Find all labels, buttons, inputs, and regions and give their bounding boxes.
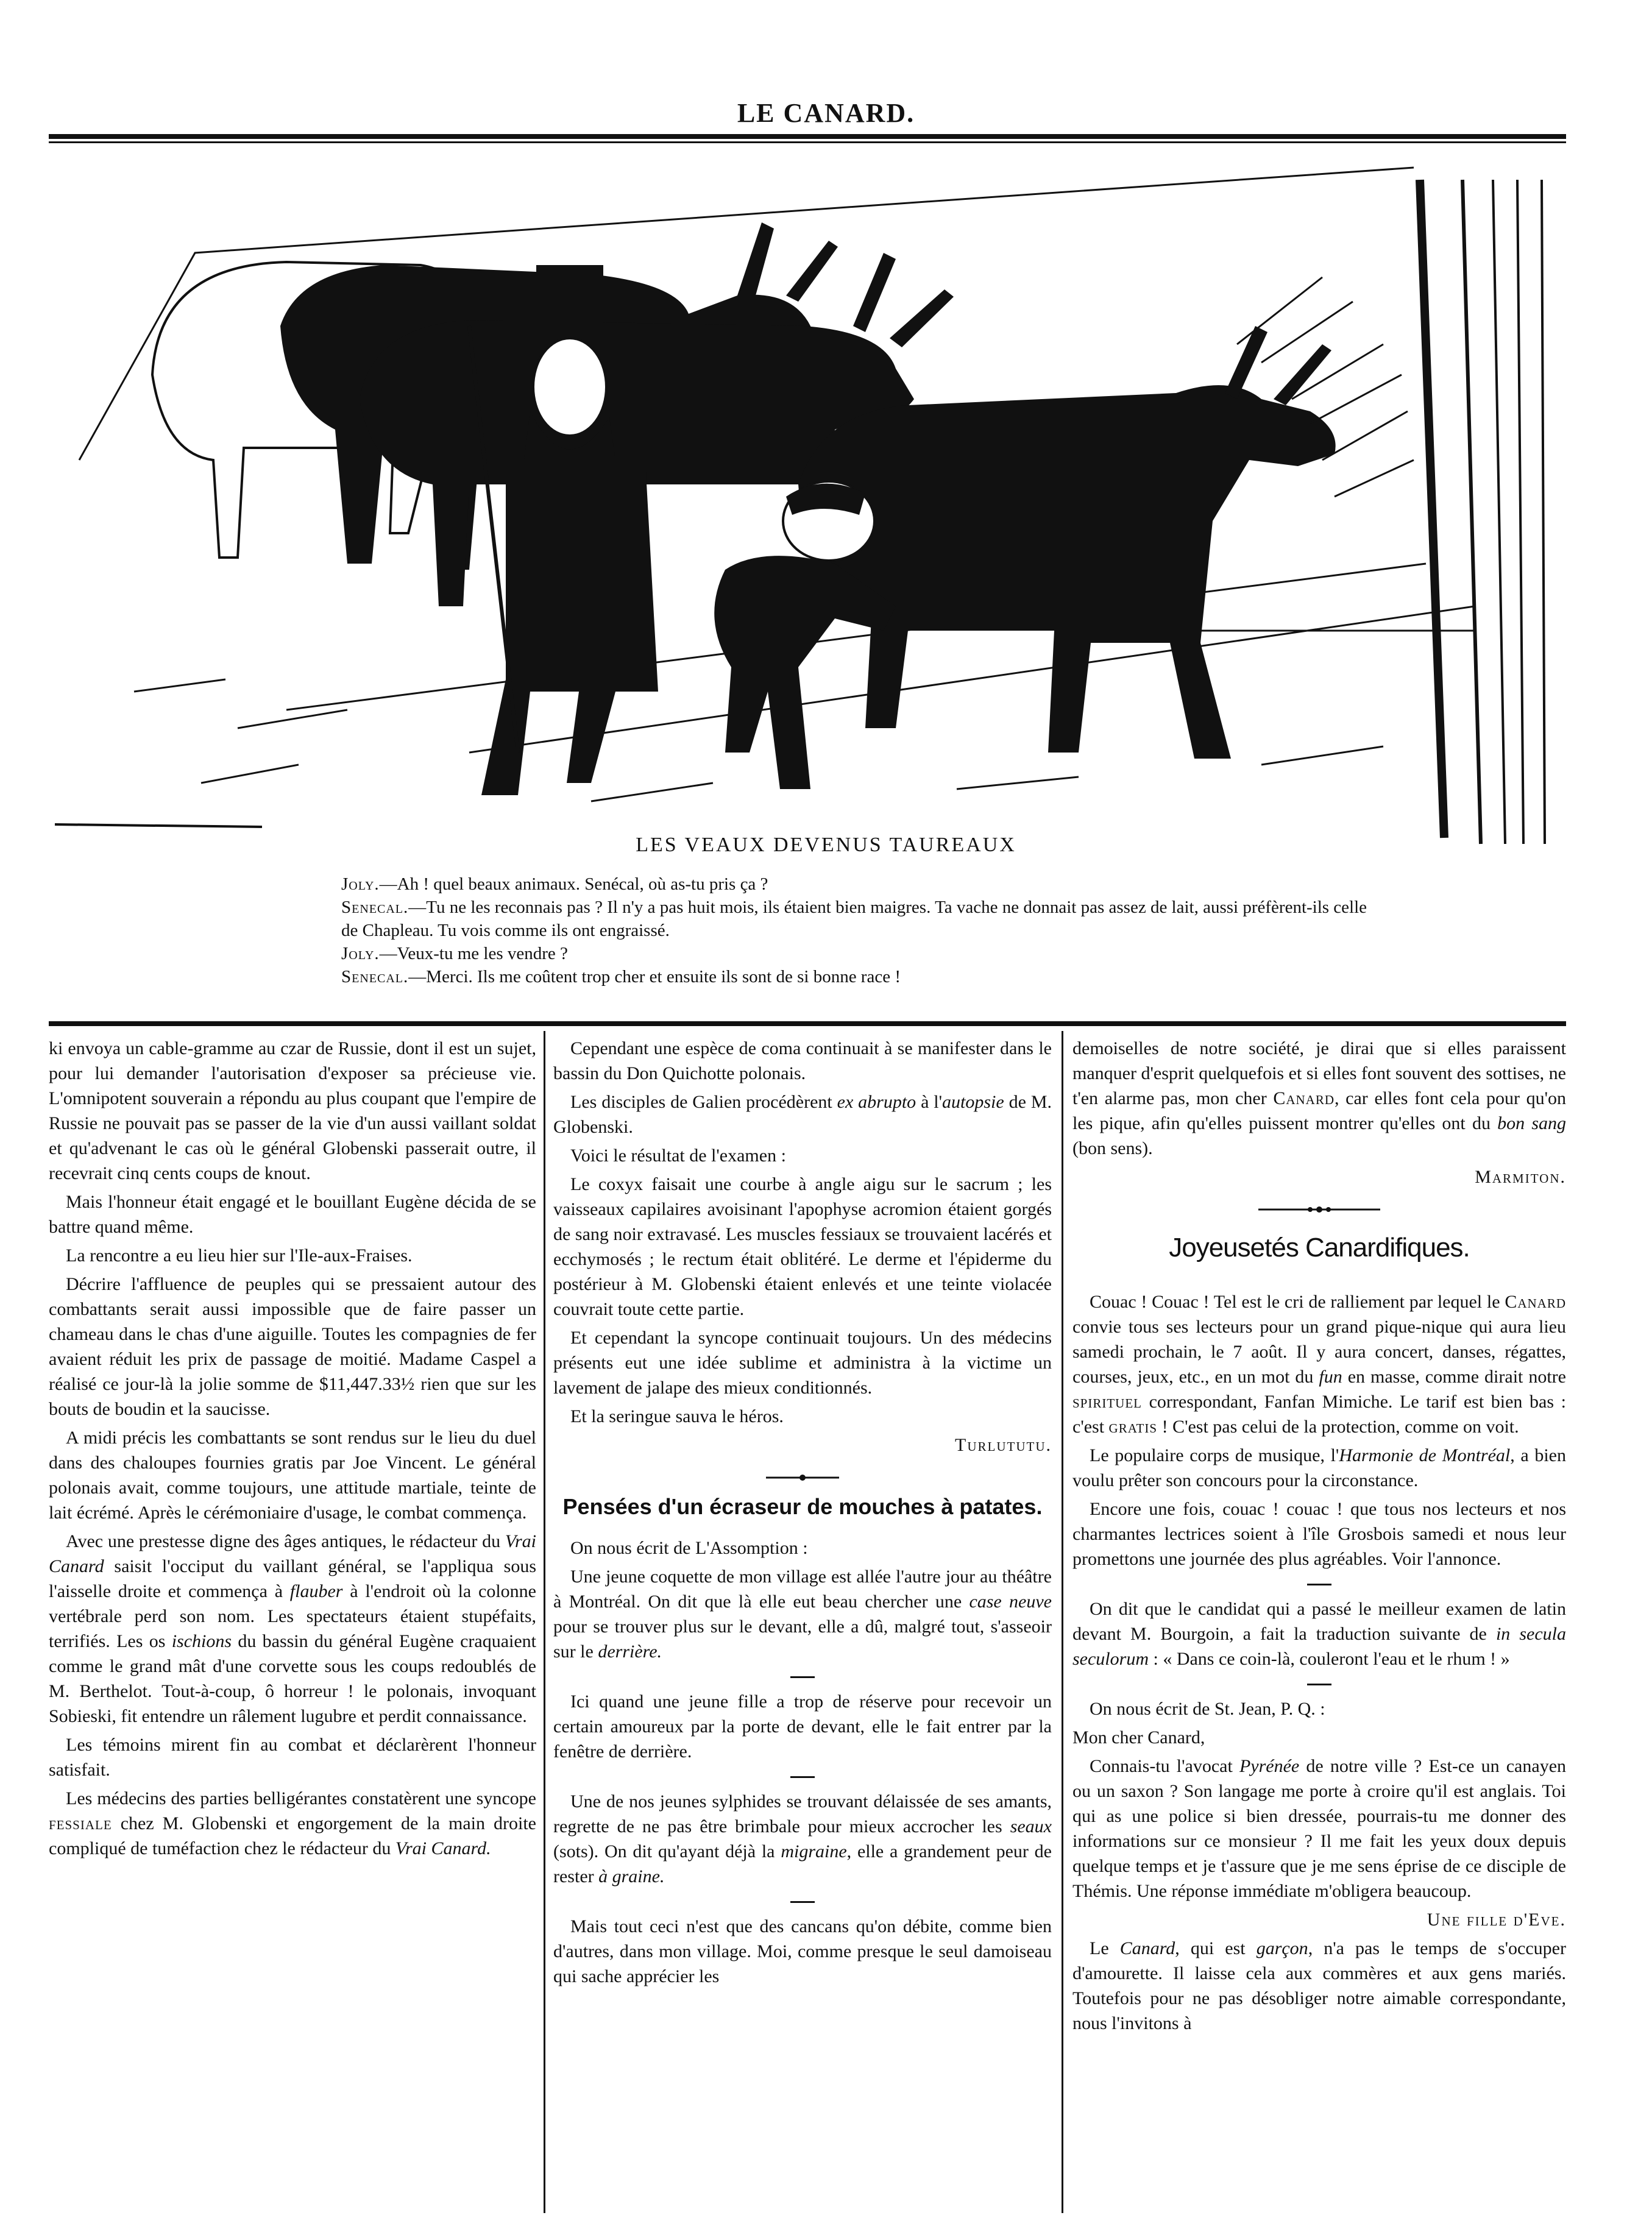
small-caps-text: fessiale (49, 1813, 112, 1833)
hay-rack (1237, 277, 1414, 497)
paragraph: Et cependant la syncope continuait toujours. Un des médecins présents eut une idée sublime et administra à la victime un lavement de jalape des mieux conditionnés. (553, 1328, 1052, 1398)
dialogue-text: —Tu ne les reconnais pas ? Il n'y a pas huit mois, ils étaient bien maigres. Ta vache ne donnait pas assez de lait, aussi préfèrent-ils celle de Chapleau. Tu vois comme ils ont engraissé. (341, 898, 1367, 940)
signature: Une fille d'Eve. (1427, 1910, 1566, 1930)
paragraph: Cependant une espèce de coma continuait à se manifester dans le bassin du Don Quichotte polonais. (553, 1038, 1052, 1083)
text: Le (1090, 1938, 1120, 1958)
cartoon-illustration (43, 143, 1578, 862)
column-2 (553, 1036, 1052, 2212)
text: pour se trouver plus sur le devant, elle a dû, malgré tout, s'asseoir sur le (553, 1617, 1052, 1662)
text: Les médecins des parties belligérantes constatèrent une syncope (66, 1788, 536, 1808)
text: Une jeune coquette de mon village est allée l'autre jour au théâtre à Montréal. On dit que là elle eut beau chercher une (553, 1567, 1052, 1612)
paragraph (49, 1529, 536, 1729)
masthead: LE CANARD. (737, 98, 915, 128)
text: Une de nos jeunes sylphides se trouvant délaissée de ses amants, regrette de ne pas être brimbale pour mieux accrocher les (553, 1791, 1052, 1837)
dialogue-text: —Merci. Ils me coûtent trop cher et ensuite ils sont de si bonne race ! (408, 967, 901, 987)
text: convie tous ses lecteurs pour un grand pique-nique qui aura lieu samedi prochain, le 7 août. Il y aura concert, danses, régattes, courses, jeux, etc., en un mot du (1072, 1317, 1566, 1387)
dash-divider (790, 1676, 815, 1678)
text: Couac ! Couac ! Tel est le cri de ralliement par lequel le (1090, 1292, 1505, 1312)
paragraph: Voici le résultat de l'examen : (570, 1146, 786, 1166)
paragraph (1072, 1936, 1566, 2036)
dialogue-line (305, 896, 1377, 942)
paragraph: Mon cher Canard, (1072, 1727, 1205, 1748)
paragraph (553, 1564, 1052, 1664)
text: (sots). On dit qu'ayant déjà la (553, 1841, 781, 1861)
speaker: Senecal. (341, 898, 409, 917)
text: , qui est (1175, 1938, 1257, 1958)
dash-divider (790, 1901, 815, 1903)
italic-text: migraine (781, 1841, 847, 1861)
section-rule (49, 1021, 1566, 1026)
italic-text: bon sang (1497, 1113, 1566, 1133)
paragraph: Les témoins mirent fin au combat et déclarèrent l'honneur satisfait. (49, 1735, 536, 1780)
italic-text: fun (1319, 1367, 1342, 1387)
paragraph: Encore une fois, couac ! couac ! que tous nos lecteurs et nos charmantes lectrices soient à l'île Grosbois samedi et nous leur promettons une journée des plus agréables. Voir l'annonce. (1072, 1499, 1566, 1569)
text: Avec une prestesse digne des âges antiques, le rédacteur du (66, 1531, 505, 1551)
ornament-divider (766, 1473, 839, 1482)
cartoon-dialogue (305, 873, 1377, 988)
signature: Marmiton. (1475, 1167, 1566, 1187)
text: Connais-tu l'avocat (1090, 1756, 1239, 1776)
text: correspondant, Fanfan Mimiche. Le tarif est bien bas : c'est (1072, 1392, 1566, 1437)
text: chez M. Globenski et engorgement de la main droite compliqué de tuméfaction chez le rédacteur du (49, 1813, 536, 1858)
text: Le populaire corps de musique, l' (1090, 1445, 1339, 1465)
paragraph: Ici quand une jeune fille a trop de réserve pour recevoir un certain amoureux par la porte de devant, elle le fait entrer par la fenêtre de derrière. (553, 1691, 1052, 1762)
text: de M. Globenski. (553, 1092, 1052, 1137)
paragraph (1072, 1754, 1566, 1904)
text: de notre ville ? Est-ce un canayen ou un saxon ? Son langage me porte à croire qu'il est anglais. Toi qui as une police si bien dressée, pourrais-tu me donner des informations sur ce monsieur ? Il me fait les yeux doux depuis quelque temps et je t'assure que je me sens éprise de ce disciple de Thémis. Une réponse immédiate m'obligera beaucoup. (1072, 1756, 1566, 1901)
dialogue-line (305, 873, 1377, 896)
paragraph: La rencontre a eu lieu hier sur l'Ile-aux-Fraises. (66, 1245, 413, 1266)
signature: Turlututu. (955, 1435, 1052, 1455)
article-heading: Joyeusetés Canardifiques. (1169, 1233, 1470, 1263)
paragraph (1072, 1596, 1566, 1671)
column-1 (49, 1036, 536, 2212)
dialogue-text: —Veux-tu me les vendre ? (379, 944, 568, 963)
column-divider (1062, 1031, 1063, 2213)
italic-text: seaux (1010, 1816, 1052, 1837)
italic-text: flauber (289, 1581, 343, 1601)
text: en masse, comme dirait notre (1342, 1367, 1566, 1387)
italic-text: Vrai Canard. (395, 1838, 491, 1858)
italic-text: à graine. (598, 1866, 665, 1886)
text: , elle a grandement peur de rester (553, 1841, 1052, 1886)
italic-text: Canard (1119, 1938, 1175, 1958)
italic-text: autopsie (942, 1092, 1004, 1112)
italic-text: in secula seculorum (1072, 1624, 1566, 1669)
article-heading: Pensées d'un écraseur de mouches à patates. (562, 1494, 1043, 1519)
italic-text: case neuve (969, 1592, 1052, 1612)
ornament-divider (1258, 1205, 1380, 1214)
text: , n'a pas le temps de s'occuper d'amourette. Il laisse cela aux commères et aux gens mariés. Toutefois pour ne pas désobliger notre aimable correspondante, nous l'invitons à (1072, 1938, 1566, 2033)
text: , car elles font cela pour qu'on les pique, afin qu'elles puissent montrer qu'elles ont du (1072, 1088, 1566, 1133)
small-caps-text: spirituel (1072, 1392, 1142, 1412)
text: ! C'est pas celui de la protection, comme on voit. (1157, 1417, 1519, 1437)
masthead-rule (49, 134, 1566, 139)
column-3 (1072, 1036, 1566, 2212)
paragraph (1072, 1036, 1566, 1161)
dash-divider (1307, 1684, 1331, 1685)
text: du bassin du général Eugène craquaient comme le grand mât d'une corvette sous les coups redoublés de M. Berthelot. Tout-à-coup, ô horreur ! le polonais, invoquant Sobieski, fit entendre un râlement lugubre et perdit connaissance. (49, 1631, 536, 1726)
dash-divider (1307, 1584, 1331, 1585)
text: demoiselles de notre société, je dirai que si elles paraissent manquer d'esprit quelquefois et si elles font souvent des sottises, ne t'en alarme pas, mon cher (1072, 1038, 1566, 1108)
paragraph: A midi précis les combattants se sont rendus sur le lieu du duel dans des chaloupes fournies gratis par Joe Vincent. Le général polonais avait, comme toujours, une attitude martiale, teinte de lait écrémé. Après le cérémoniaire d'usage, le combat commença. (49, 1428, 536, 1523)
speaker: Senecal. (341, 967, 409, 987)
italic-text: Harmonie de Montréal (1339, 1445, 1511, 1465)
paragraph: Et la seringue sauva le héros. (570, 1406, 784, 1426)
italic-text: ischions (171, 1631, 232, 1651)
paragraph: ki envoya un cable-gramme au czar de Russie, dont il est un sujet, pour lui demander l'autorisation d'exposer sa précieuse vie. L'omnipotent souverain a répondu au plus coupant que l'empire de Russie ne pouvait pas se passer de la vie d'un aussi vaillant soldat et qu'advenant le cas où le général Globenski passerait outre, il recevrait cinq cents coups de knout. (49, 1038, 536, 1183)
paragraph: Décrire l'affluence de peuples qui se pressaient autour des combattants serait aussi impossible que de faire passer un chameau dans le chas d'une aiguille. Toutes les compagnies de fer avaient réduit les prix de passage de moitié. Madame Caspel a réalisé ce jour-là la jolie somme de $11,447.33½ rien que sur les bouts de boudin et la saucisse. (49, 1274, 536, 1419)
sketch-baseline (55, 824, 262, 827)
italic-text: ex abrupto (837, 1092, 916, 1112)
dash-divider (790, 1776, 815, 1778)
italic-text: derrière. (598, 1642, 662, 1662)
paragraph: Mais l'honneur était engagé et le bouillant Eugène décida de se battre quand même. (49, 1192, 536, 1237)
dialogue-line (305, 942, 1377, 965)
text: Les disciples de Galien procédèrent (570, 1092, 837, 1112)
italic-text: Vrai Canard (49, 1531, 536, 1576)
paragraph (553, 1789, 1052, 1889)
paragraph: On nous écrit de St. Jean, P. Q. : (1090, 1699, 1325, 1719)
paragraph (1072, 1443, 1566, 1493)
dialogue-text: —Ah ! quel beaux animaux. Senécal, où as-tu pris ça ? (379, 874, 768, 894)
paragraph: Le coxyx faisait une courbe à angle aigu sur le sacrum ; les vaisseaux capilaires avoisinant l'apophyse acromion étaient gorgés de sang noir extravasé. Les muscles fessiaux se trouvaient lacérés et ecchymosés ; le rectum était oblitéré. Le derme et l'épiderme du postérieur à M. Globenski étaient enlevés et une teinte violacée couvrait toute cette partie. (553, 1174, 1052, 1319)
text: : « Dans ce coin-là, couleront l'eau et le rhum ! » (1148, 1649, 1510, 1669)
paragraph: On nous écrit de L'Assomption : (570, 1538, 808, 1558)
paragraph (553, 1089, 1052, 1139)
text: saisit l'occiput du vaillant général, se l'appliqua sous l'aisselle droite et commença à (49, 1556, 536, 1601)
text: à l'endroit où la colonne vertébrale perd son nom. Les spectateurs étaient stupéfaits, terrifiés. Les os (49, 1581, 536, 1651)
speaker: Joly. (341, 874, 380, 894)
text: , a bien voulu prêter son concours pour la circonstance. (1072, 1445, 1566, 1490)
italic-text: Pyrénée (1239, 1756, 1300, 1776)
dialogue-line (305, 965, 1377, 988)
small-caps-text: Canard (1505, 1292, 1566, 1312)
small-caps-text: Canard (1273, 1088, 1335, 1108)
cartoon-title: LES VEAUX DEVENUS TAUREAUX (636, 834, 1016, 856)
text: à l' (916, 1092, 943, 1112)
speaker: Joly. (341, 944, 380, 963)
paragraph (1072, 1289, 1566, 1439)
italic-text: garçon (1256, 1938, 1308, 1958)
paragraph: Mais tout ceci n'est que des cancans qu'on débite, comme bien d'autres, dans mon village. Moi, comme presque le seul damoiseau qui sache apprécier les (553, 1916, 1052, 1986)
column-divider (544, 1031, 545, 2213)
paragraph (49, 1786, 536, 1861)
small-caps-text: gratis (1108, 1417, 1158, 1437)
text: On dit que le candidat qui a passé le meilleur examen de latin devant M. Bourgoin, a fait la traduction suivante de (1072, 1599, 1566, 1644)
text: (bon sens). (1072, 1138, 1153, 1158)
